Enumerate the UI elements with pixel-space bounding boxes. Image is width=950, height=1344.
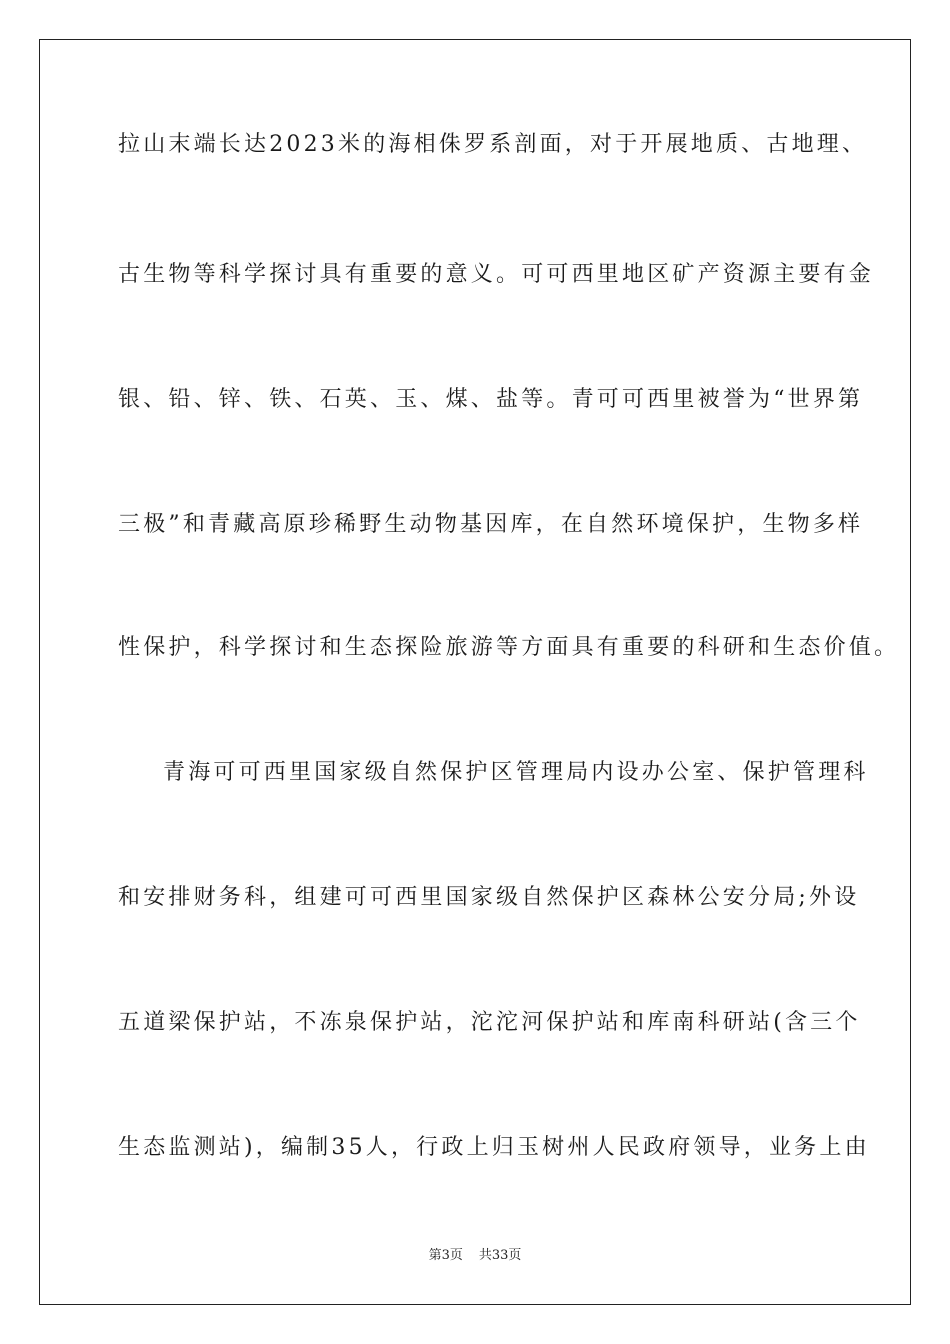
page-footer (0, 1249, 950, 1262)
body-text-line: 和安排财务科，组建可可西里国家级自然保护区森林公安分局;外设 (118, 885, 860, 910)
page-number: 第3页 (428, 1248, 463, 1263)
page-total: 共33页 (478, 1248, 522, 1263)
body-text-line: 拉山末端长达2023米的海相侏罗系剖面，对于开展地质、古地理、 (118, 132, 868, 157)
paragraph-first-line: 青海可可西里国家级自然保护区管理局内设办公室、保护管理科 (163, 760, 869, 785)
page-border (39, 39, 911, 1305)
body-text-line: 三极”和青藏高原珍稀野生动物基因库，在自然环境保护，生物多样 (118, 512, 864, 537)
body-text-line: 古生物等科学探讨具有重要的意义。可可西里地区矿产资源主要有金 (118, 262, 875, 287)
body-text-line: 性保护，科学探讨和生态探险旅游等方面具有重要的科研和生态价值。 (118, 635, 900, 660)
body-text-line: 银、铅、锌、铁、石英、玉、煤、盐等。青可可西里被誉为“世界第 (118, 387, 864, 412)
body-text-line: 五道梁保护站，不冻泉保护站，沱沱河保护站和库南科研站(含三个 (118, 1010, 861, 1035)
body-text-line: 生态监测站)，编制35人，行政上归玉树州人民政府领导，业务上由 (118, 1135, 870, 1160)
